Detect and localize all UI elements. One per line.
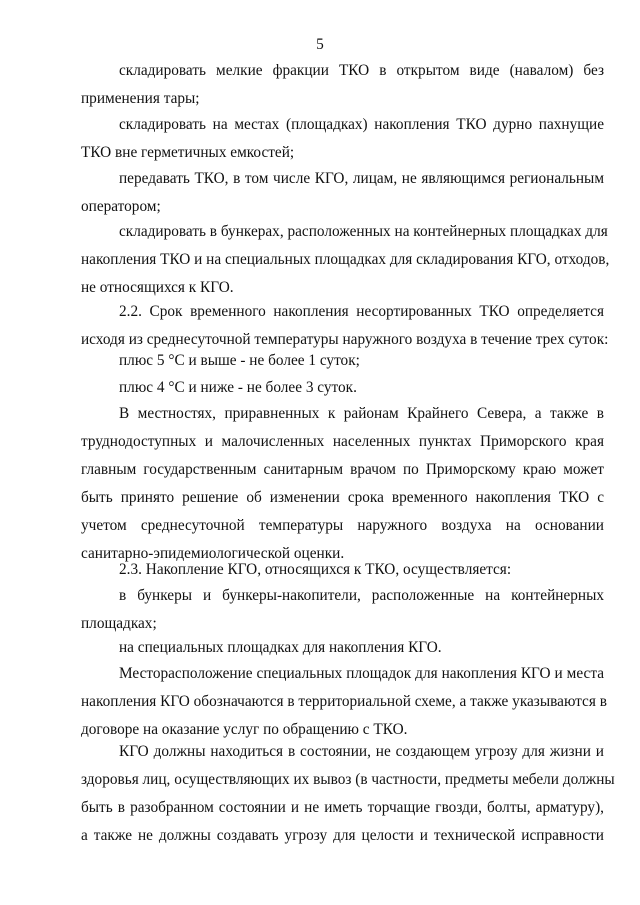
paragraph-kgo-condition: [81, 738, 615, 850]
text-line: накопления ТКО и на специальных площадках для складирования КГО, отходов,: [81, 251, 610, 268]
text-line: передавать ТКО, в том числе КГО, лицам, не являющимся региональным: [119, 170, 604, 187]
text-line: КГО должны находиться в состоянии, не создающем угрозу для жизни и: [119, 743, 604, 760]
paragraph-4: [81, 218, 610, 302]
text-line: площадках;: [81, 615, 157, 632]
text-line: главным государственным санитарным врачом по Приморскому краю может: [81, 461, 604, 478]
section-2-2: [81, 298, 609, 354]
text-line: договоре на оказание услуг по обращению с ТКО.: [81, 721, 408, 738]
text-line: складировать мелкие фракции ТКО в открытом виде (навалом) без: [119, 62, 604, 79]
text-line: 2.2. Срок временного накопления несортированных ТКО определяется: [119, 303, 604, 320]
text-line: 2.3. Накопление КГО, относящихся к ТКО, осуществляется:: [119, 561, 512, 578]
text-line: плюс 5 °С и выше - не более 1 суток;: [119, 352, 360, 369]
text-line: В местностях, приравненных к районам Крайнего Севера, а также в: [119, 405, 604, 422]
paragraph-special-sites: [81, 634, 604, 662]
page-number: 5: [316, 36, 324, 53]
text-line: труднодоступных и малочисленных населенных пунктах Приморского края: [81, 433, 604, 450]
text-line: здоровья лиц, осуществляющих их вывоз (в частности, предметы мебели должны: [81, 771, 615, 788]
text-line: а также не должны создавать угрозу для целости и технической исправности: [81, 827, 604, 844]
text-line: не относящихся к КГО.: [81, 279, 234, 296]
text-line: санитарно-эпидемиологической оценки.: [81, 545, 345, 562]
paragraph-far-north: [81, 400, 604, 568]
paragraph-3: [81, 165, 604, 221]
text-line: ТКО вне герметичных емкостей;: [81, 144, 295, 161]
text-line: на специальных площадках для накопления КГО.: [119, 639, 442, 656]
text-line: складировать на местах (площадках) накопления ТКО дурно пахнущие: [119, 116, 604, 133]
text-line: быть в разобранном состоянии и не иметь торчащие гвозди, болты, арматуру),: [81, 799, 604, 816]
paragraph-plus-4: [81, 374, 604, 402]
text-line: исходя из среднесуточной температуры наружного воздуха в течение трех суток:: [81, 331, 609, 348]
paragraph-1: [81, 57, 604, 113]
paragraph-location: [81, 660, 607, 744]
text-line: накопления КГО обозначаются в территориальной схеме, а также указываются в: [81, 693, 607, 710]
paragraph-2: [81, 111, 604, 167]
text-line: складировать в бункерах, расположенных на контейнерных площадках для: [119, 223, 608, 240]
text-line: применения тары;: [81, 90, 200, 107]
text-line: в бункеры и бункеры-накопители, расположенные на контейнерных: [119, 587, 604, 604]
text-line: учетом среднесуточной температуры наружного воздуха на основании: [81, 517, 604, 534]
text-line: оператором;: [81, 198, 161, 215]
section-2-3: [81, 556, 604, 584]
paragraph-plus-5: [81, 347, 604, 375]
text-line: Месторасположение специальных площадок для накопления КГО и места: [119, 665, 604, 682]
paragraph-bunkers: [81, 582, 604, 638]
text-line: плюс 4 °С и ниже - не более 3 суток.: [119, 379, 357, 396]
text-line: быть принято решение об изменении срока временного накопления ТКО с: [81, 489, 604, 506]
